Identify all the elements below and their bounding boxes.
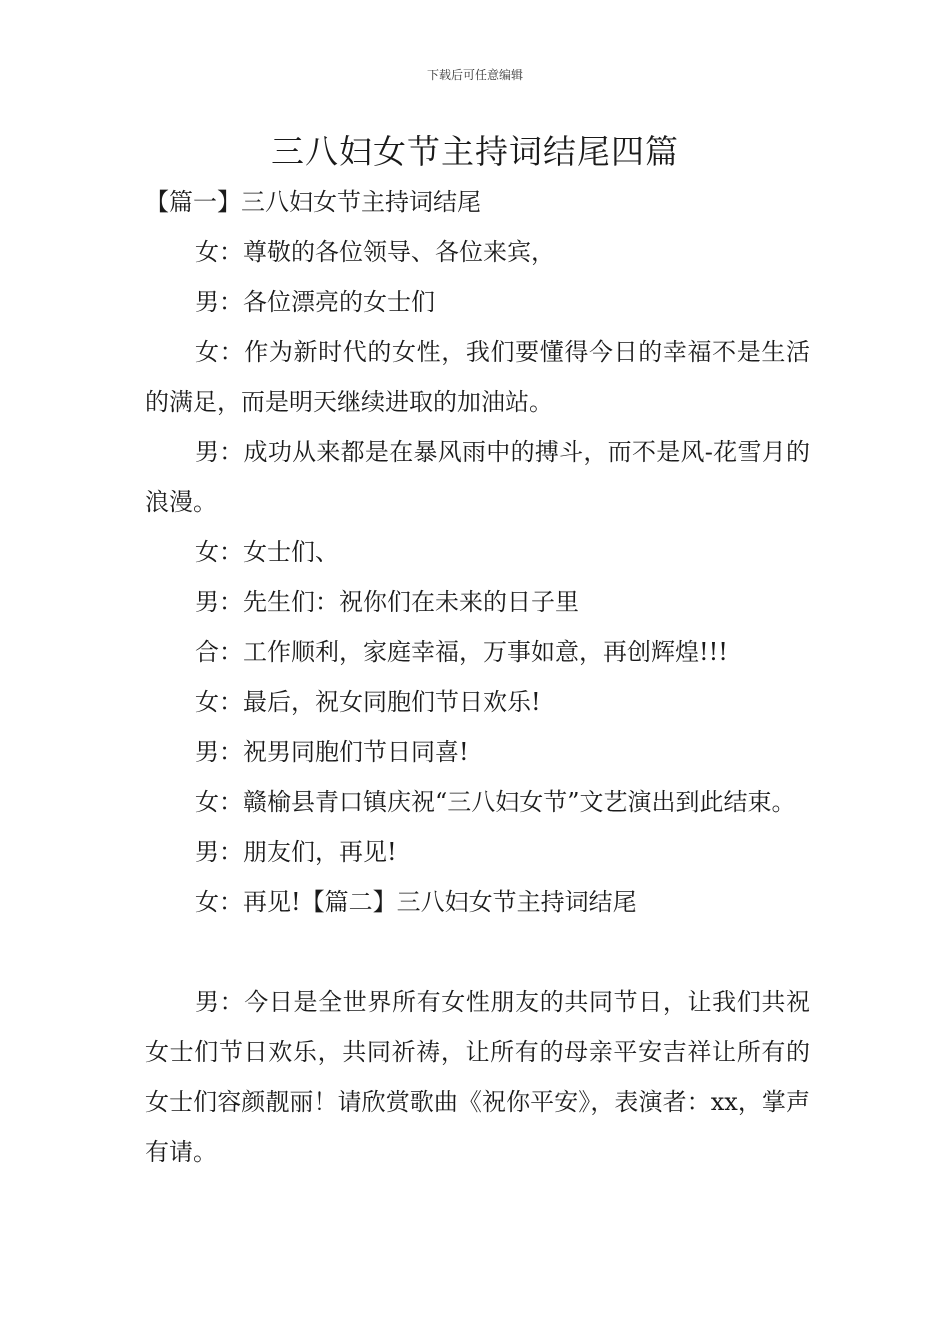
paragraph: 男：今日是全世界所有女性朋友的共同节日，让我们共祝女士们节日欢乐，共同祈祷，让所有的母亲平安吉祥让所有的女士们容颜靓丽！请欣赏歌曲《祝你平安》，表演者：xx，掌声有请。 [145,988,810,1166]
paragraph: 男：成功从来都是在暴风雨中的搏斗，而不是风-花雪月的浪漫。 [145,438,810,516]
paragraph: 男：先生们：祝你们在未来的日子里 [195,588,579,616]
paragraph: 男：祝男同胞们节日同喜! [195,738,469,766]
document-body [145,177,810,1177]
paragraph: 女：尊敬的各位领导、各位来宾， [195,238,555,266]
paragraph: 男：各位漂亮的女士们 [195,288,435,316]
paragraph: 男：朋友们，再见! [195,838,397,866]
page-title: 三八妇女节主持词结尾四篇 [271,132,679,171]
paragraph: 女：赣榆县青口镇庆祝“三八妇女节”文艺演出到此结束。 [195,788,796,816]
paragraph: 女：最后，祝女同胞们节日欢乐! [195,688,541,716]
paragraph: 女：再见!【篇二】三八妇女节主持词结尾 [195,888,637,916]
paragraph: 女：女士们、 [195,538,339,566]
header-note: 下载后可任意编辑 [426,68,523,82]
paragraph: 女：作为新时代的女性，我们要懂得今日的幸福不是生活的满足，而是明天继续进取的加油站。 [145,338,810,416]
section-heading-1: 【篇一】三八妇女节主持词结尾 [145,188,481,216]
paragraph: 合：工作顺利，家庭幸福，万事如意，再创辉煌!!! [195,638,728,666]
blank-line [145,927,810,977]
